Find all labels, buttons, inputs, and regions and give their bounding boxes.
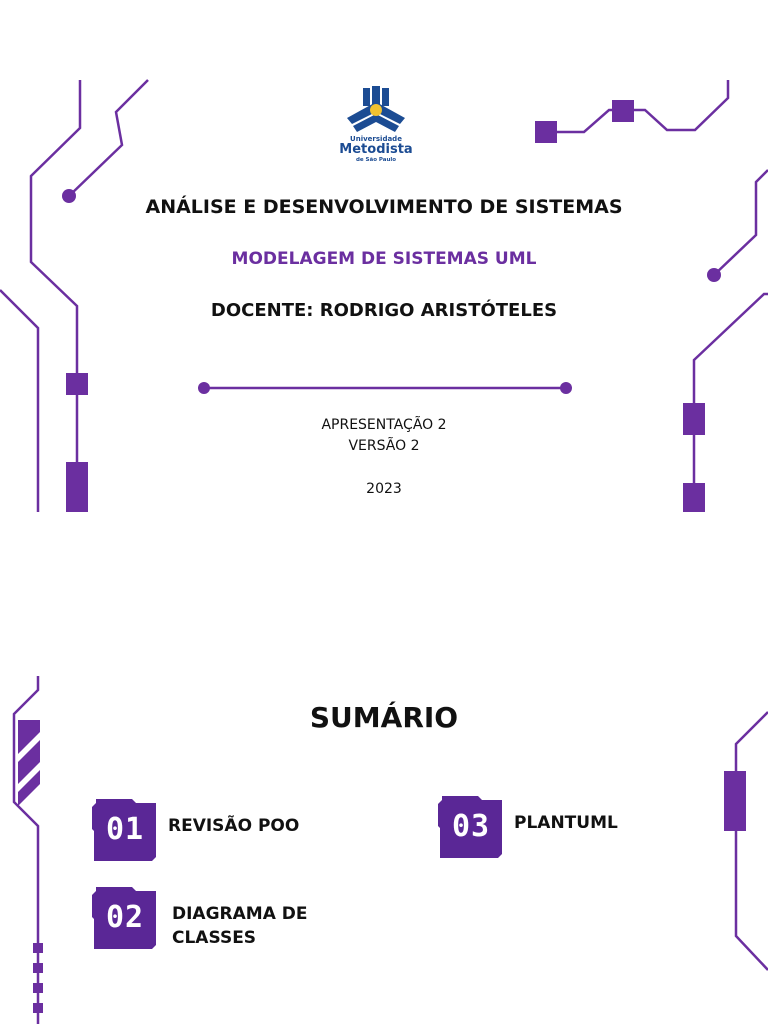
presentation-number: APRESENTAÇÃO 2	[321, 417, 447, 433]
item-number: 02	[105, 900, 145, 935]
item-02-label-line1: DIAGRAMA DE	[172, 904, 308, 924]
item-02-label	[172, 902, 308, 950]
university-emblem-icon	[345, 84, 407, 134]
item-02-label-line2: CLASSES	[172, 928, 257, 948]
logo-text-sao-paulo: de São Paulo	[355, 157, 397, 163]
subject-title: MODELAGEM DE SISTEMAS UML	[231, 249, 537, 269]
item-03-badge	[438, 794, 504, 860]
course-title: ANÁLISE E DESENVOLVIMENTO DE SISTEMAS	[145, 196, 623, 218]
university-logo	[338, 84, 414, 163]
teacher-name: DOCENTE: RODRIGO ARISTÓTELES	[210, 300, 558, 321]
item-number: 01	[105, 812, 145, 847]
item-03-label: PLANTUML	[514, 813, 618, 833]
item-01-label: REVISÃO POO	[168, 816, 300, 836]
logo-text-metodista: Metodista	[339, 142, 413, 157]
presentation-info	[0, 415, 768, 457]
version-number: VERSÃO 2	[348, 438, 420, 454]
logo-text-university: Universidade	[350, 135, 402, 143]
item-01-badge	[92, 797, 158, 863]
year: 2023	[366, 481, 402, 497]
summary-slide	[0, 640, 768, 1024]
summary-title: SUMÁRIO	[309, 701, 459, 734]
item-number: 03	[451, 809, 491, 844]
item-02-badge	[92, 885, 158, 951]
